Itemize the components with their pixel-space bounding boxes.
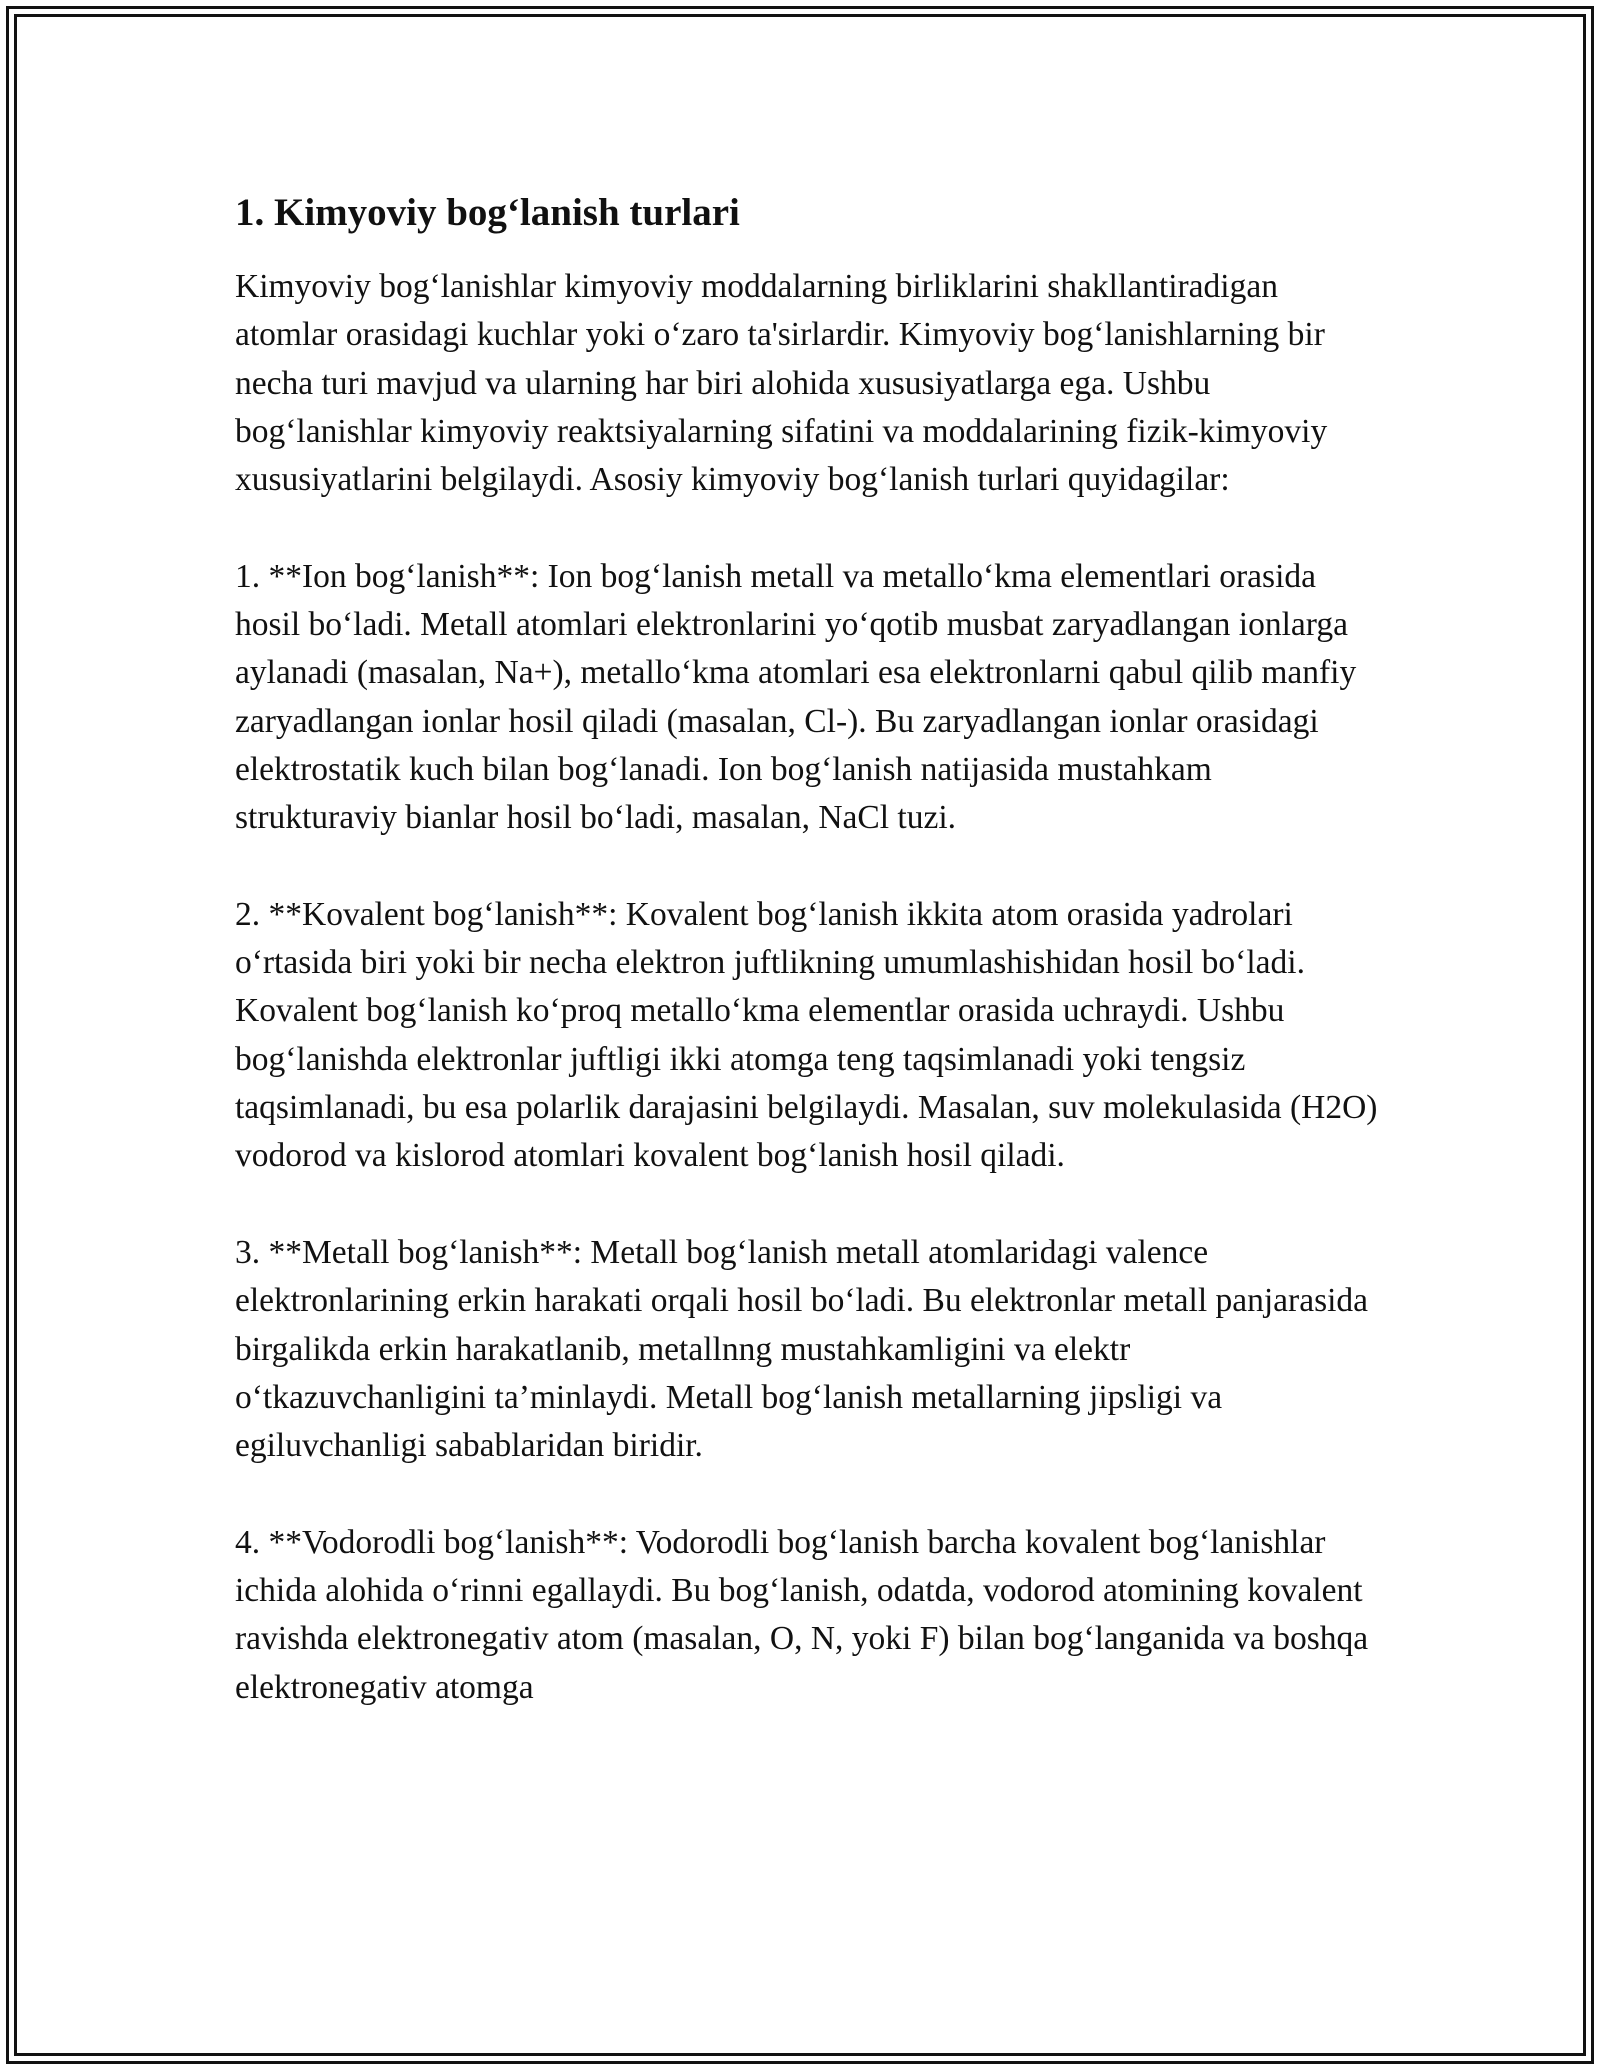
intro-paragraph: Kimyoviy bog‘lanishlar kimyoviy moddalarning birliklarini shakllantiradigan atomlar orasidagi kuchlar yoki o‘zaro ta'sirlardir. Kimyoviy bog‘lanishlarning bir necha turi mavjud va ularning har biri alohida xususiyatlarga ega. Ushbu bog‘lanishlar kimyoviy reaktsiyalarning sifatini va moddalarining fizik-kimyoviy xususiyatlarini belgilaydi. Asosiy kimyoviy bog‘lanish turlari quyidagilar: [235, 268, 1328, 499]
section-heading: 1. Kimyoviy bog‘lanish turlari [235, 191, 740, 234]
document-body [235, 185, 1380, 1712]
ion-bond-paragraph: 1. **Ion bog‘lanish**: Ion bog‘lanish metall va metallo‘kma elementlari orasida hosil bo‘ladi. Metall atomlari elektronlarini yo‘qotib musbat zaryadlangan ionlarga aylanadi (masalan, Na+), metallo‘kma atomlari esa elektronlarni qabul qilib manfiy zaryadlangan ionlar hosil qiladi (masalan, Cl-). Bu zaryadlangan ionlar orasidagi elektrostatik kuch bilan bog‘lanadi. Ion bog‘lanish natijasida mustahkam strukturaviy bianlar hosil bo‘ladi, masalan, NaCl tuzi. [235, 557, 1357, 837]
metallic-bond-paragraph: 3. **Metall bog‘lanish**: Metall bog‘lanish metall atomlaridagi valence elektronlarining erkin harakati orqali hosil bo‘ladi. Bu elektronlar metall panjarasida birgalikda erkin harakatlanib, metallnng mustahkamligini va elektr o‘tkazuvchanligini ta’minlaydi. Metall bog‘lanish metallarning jipsligi va egiluvchanligi sabablaridan biridir. [235, 1233, 1369, 1465]
hydrogen-bond-paragraph: 4. **Vodorodli bog‘lanish**: Vodorodli bog‘lanish barcha kovalent bog‘lanishlar ichida alohida o‘rinni egallaydi. Bu bog‘lanish, odatda, vodorod atomining kovalent ravishda elektronegativ atom (masalan, O, N, yoki F) bilan bog‘langanida va boshqa elektronegativ atomga [235, 1523, 1369, 1706]
covalent-bond-paragraph: 2. **Kovalent bog‘lanish**: Kovalent bog‘lanish ikkita atom orasida yadrolari o‘rtasida biri yoki bir necha elektron juftlikning umumlashishidan hosil bo‘ladi. Kovalent bog‘lanish ko‘proq metallo‘kma elementlar orasida uchraydi. Ushbu bog‘lanishda elektronlar juftligi ikki atomga teng taqsimlanadi yoki tengsiz taqsimlanadi, bu esa polarlik darajasini belgilaydi. Masalan, suv molekulasida (H2O) vodorod va kislorod atomlari kovalent bog‘lanish hosil qiladi. [235, 895, 1378, 1175]
